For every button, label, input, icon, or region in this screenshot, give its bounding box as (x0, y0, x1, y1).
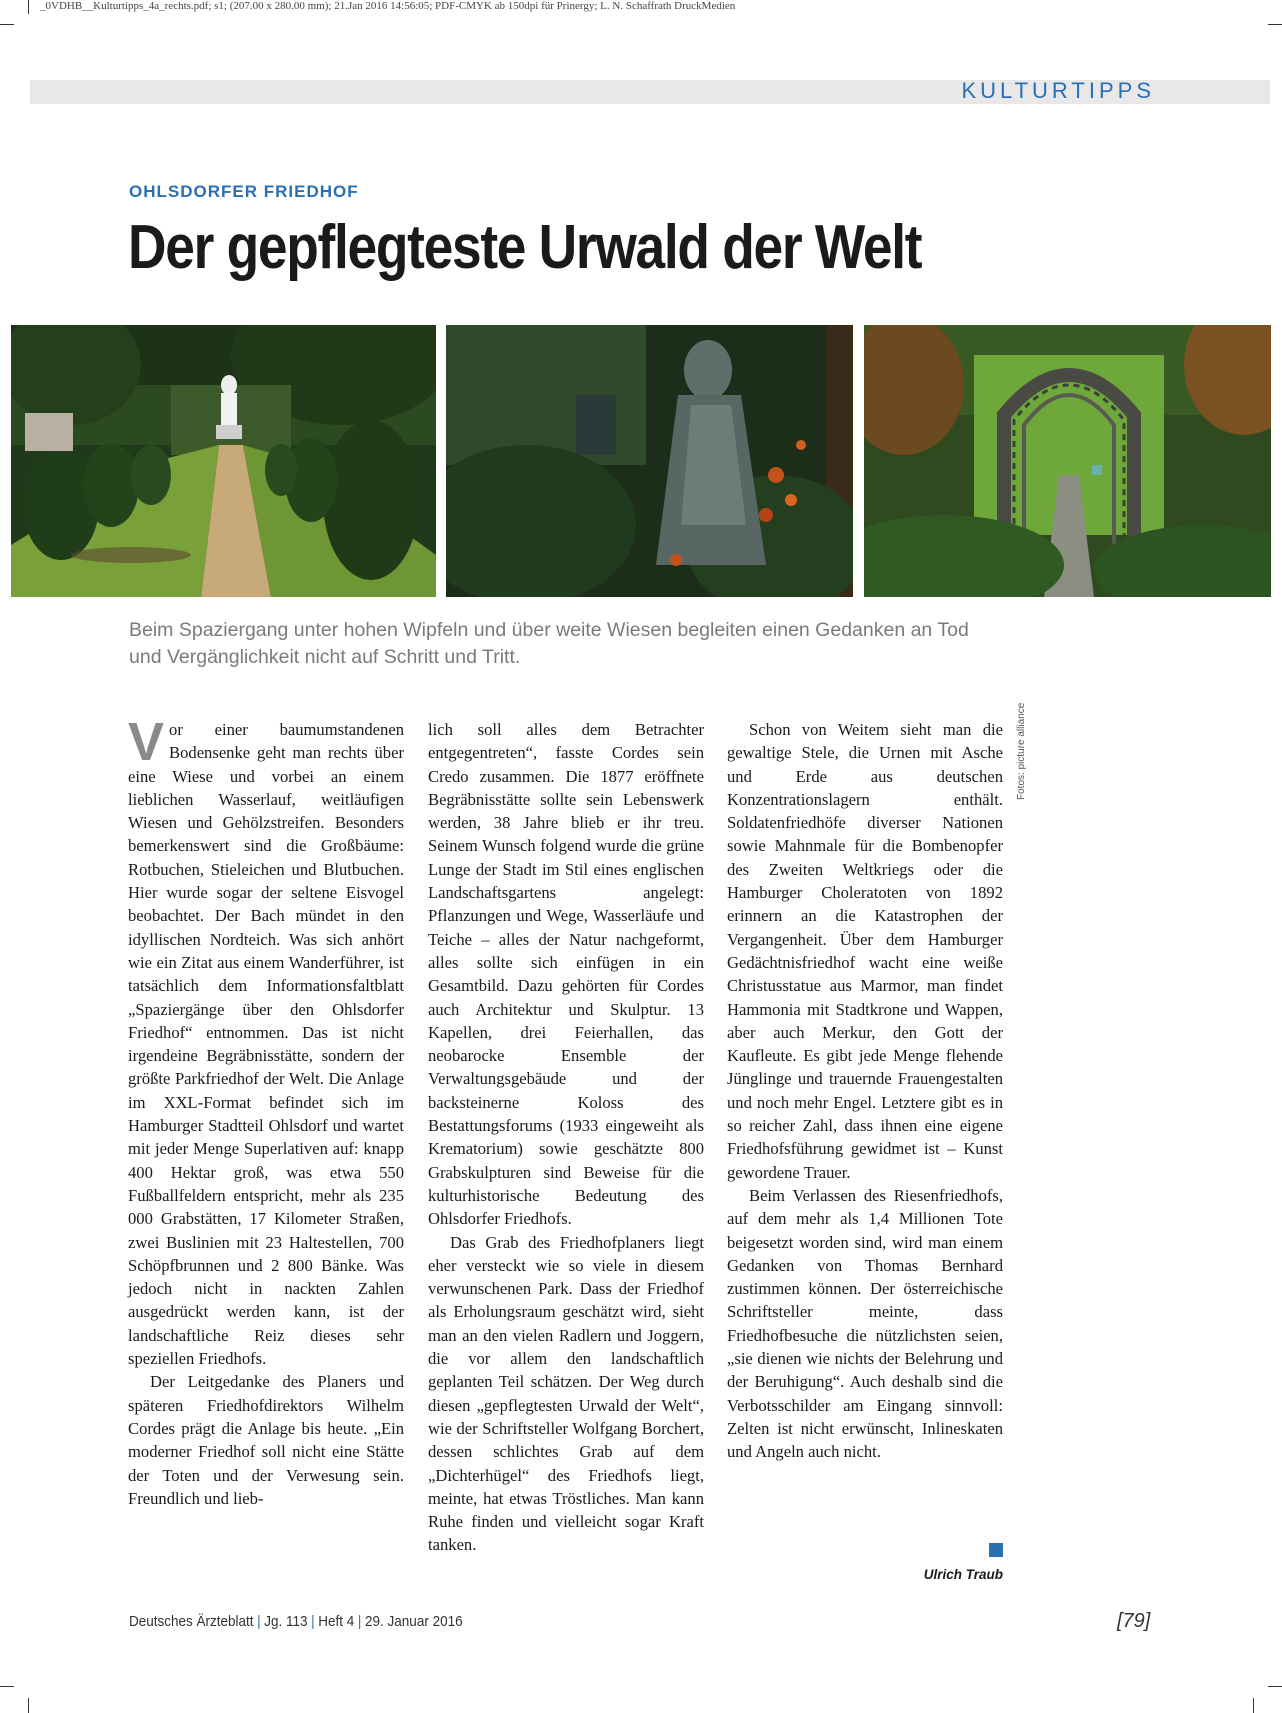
article-kicker: OHLSDORFER FRIEDHOF (129, 182, 359, 201)
article-column-1 (128, 712, 404, 1510)
body-paragraph: Beim Verlassen des Riesenfriedhofs, auf dem mehr als 1,4 Millionen Tote beigesetzt worden sind, wird man einem Gedanken von Thomas Bernhard zustimmen können. Der österreichische Schriftsteller meinte, dass Friedhofbesuche die nützlichsten seien, „sie dienen wie nichts der Belehrung und der Beruhigung“. Auch deshalb sind die Verbotsschilder am Eingang sinnvoll: Zelten ist nicht erwünscht, Inlineskaten und Angeln auch nicht. (727, 1185, 1003, 1462)
crop-mark (28, 0, 29, 14)
body-paragraph: Das Grab des Friedhofplaners liegt eher versteckt wie so viele in diesem verwunschenen Park. Dass der Friedhof als Erholungsraum geschätzt wird, sieht man an den vielen Radlern und Joggern, die vor allem den landschaftlich geplanten Teil schätzen. Der Weg durch diesen „gepflegtesten Urwald der Welt“, wie der Schriftsteller Wolfgang Borchert, dessen schlichtes Grab auf dem „Dichterhügel“ des Friedhofs liegt, meinte, hat etwas Tröstliches. Man kann Ruhe finden und vielleicht sogar Kraft tanken. (428, 1232, 704, 1555)
article-column-2 (428, 718, 704, 1557)
crop-mark (1253, 1698, 1254, 1713)
body-text: or einer baumumstandenen Bodensenke geht man rechts über eine Wiese und vorbei an einem lieblichen Wasserlauf, weitläufigen Wiesen und Gehölzstreifen. Besonders bemerkenswert sind die Großbäume: Rotbuchen, Stieleichen und Blutbuchen. Hier wurde sogar der seltene Eisvogel beobachtet. Der Bach mündet in den idyllischen Nordteich. Was sich anhört wie ein Zitat aus einem Wanderführer, ist tatsächlich dem Informationsfaltblatt „Spaziergänge über den Ohlsdorfer Friedhof“ entnommen. Das ist nicht irgendeine Begräbnisstätte, sondern der größte Parkfriedhof der Welt. Die Anlage im XXL-Format befindet sich im Hamburger Stadtteil Ohlsdorf und wartet mit jeder Menge Superlativen auf: knapp 400 Hektar groß, was etwa 550 Fußballfeldern entspricht, mehr als 235 000 Grabstätten, 17 Kilometer Straßen, zwei Buslinien mit 23 Haltestellen, 700 Schöpfbrunnen und 2 800 Bänke. Was jedoch nicht in nackten Zahlen ausgedrückt werden kann, ist der landschaftliche Reiz dieses sehr speziellen Friedhofs. (128, 720, 404, 1369)
page-number: [79] (1117, 1610, 1151, 1632)
body-paragraph (128, 712, 404, 1370)
crop-mark (0, 24, 14, 25)
author-byline: Ulrich Traub (923, 1567, 1003, 1582)
crop-mark (1268, 1686, 1282, 1687)
footer-issue: Heft 4 (318, 1613, 355, 1630)
footer-volume: Jg. 113 (264, 1613, 308, 1630)
footer-separator: | (311, 1613, 315, 1630)
photo-credit: Fotos: picture alliance (1016, 702, 1027, 800)
crop-mark (1268, 24, 1282, 25)
photo-avenue-with-statue (11, 325, 436, 597)
article-column-3 (727, 718, 1003, 1464)
photo-grave-sculpture (446, 325, 853, 597)
footer-date: 29. Januar 2016 (365, 1613, 463, 1630)
body-paragraph: Schon von Weitem sieht man die gewaltige Stele, die Urnen mit Asche und Erde aus deutschen Konzentrationslagern enthält. Soldatenfriedhöfe diverser Nationen sowie Mahnmale für die Bombenopfer des Zweiten Weltkriegs oder die Hamburger Choleratoten von 1892 erinnern an die Katastrophen der Vergangenheit. Über dem Hamburger Gedächtnisfriedhof wacht eine weiße Christusstatue aus Marmor, man findet Hammonia mit Stadtkrone und Wappen, aber auch Merkur, den Gott der Kaufleute. Es gibt jede Menge flehende Jünglinge und trauernde Frauengestalten und noch mehr Engel. Letztere gibt es in so reicher Zahl, dass ihnen eine eigene Friedhofsführung gewidmet ist – Kunst gewordene Trauer. (727, 720, 1003, 1182)
body-paragraph: lich soll alles dem Betrachter entgegentreten“, fasste Cordes sein Credo zusammen. Die 1877 eröffnete Begräbnisstätte sollte sein Lebenswerk werden, 38 Jahre blieb er ihr treu. Seinem Wunsch folgend wurde die grüne Lunge der Stadt im Stil eines englischen Landschaftsgartens angelegt: Pflanzungen und Wege, Wasserläufe und Teiche – alles der Natur nachgeformt, alles sollte sich einfügen in ein Gesamtbild. Dazu gehörten für Cordes auch Architektur und Skulptur. 13 Kapellen, drei Feierhallen, das neobarocke Ensemble der Verwaltungsgebäude und der backsteinerne Koloss des Bestattungsforums (1933 eingeweiht als Krematorium) sowie geschätzte 800 Grabskulpturen sind Beweise für die kulturhistorische Bedeutung des Ohlsdorfer Friedhofs. (428, 720, 704, 1229)
body-paragraph: Der Leitgedanke des Planers und späteren Friedhofdirektors Wilhelm Cordes prägt die Anlage bis heute. „Ein moderner Friedhof soll nicht eine Stätte der Toten und der Verwesung sein. Freundlich und lieb- (128, 1372, 404, 1508)
print-slug: _0VDHB__Kulturtipps_4a_rechts.pdf; s1; (207.00 x 280.00 mm); 21.Jan 2016 14:56:05; PDF-CMYK ab 150dpi für Prinergy; L. N. Schaffrath DruckMedien (40, 0, 736, 12)
photo-wire-archway (864, 325, 1271, 597)
end-of-article-square-icon (989, 1543, 1003, 1557)
page-footer (129, 1613, 463, 1630)
footer-publication: Deutsches Ärzteblatt (129, 1613, 254, 1630)
section-label: KULTURTIPPS (961, 78, 1155, 103)
article-teaser: Beim Spaziergang unter hohen Wipfeln und über weite Wiesen begleiten einen Gedanken an Tod und Vergänglichkeit nicht auf Schritt und Tritt. (129, 619, 969, 668)
footer-separator: | (357, 1613, 362, 1630)
drop-cap: V (128, 712, 165, 772)
crop-mark (0, 1686, 14, 1687)
article-headline: Der gepflegteste Urwald der Welt (128, 213, 922, 282)
footer-separator: | (257, 1613, 261, 1630)
crop-mark (28, 1698, 29, 1713)
